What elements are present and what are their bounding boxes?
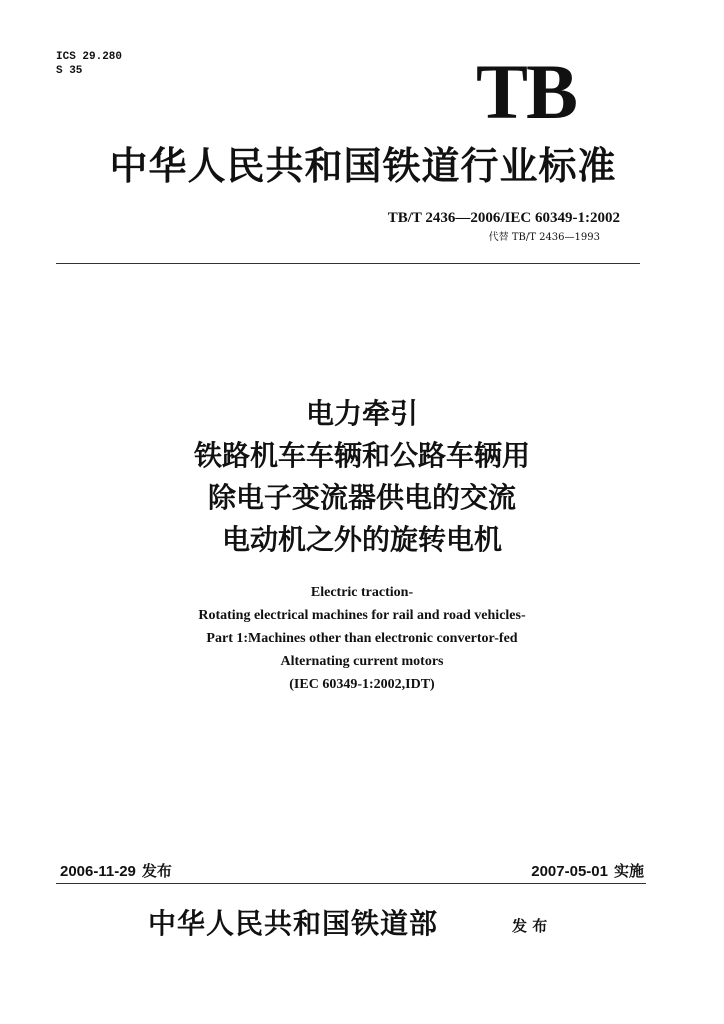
replaces-note: 代替 TB/T 2436—1993 xyxy=(488,232,600,243)
ics-code-block xyxy=(56,50,122,78)
english-title-line: Alternating current motors xyxy=(280,654,444,669)
chinese-title-line: 电力牵引 xyxy=(305,397,418,430)
english-title-line: Rotating electrical machines for rail and road vehicles- xyxy=(198,608,526,623)
english-title-line: (IEC 60349-1:2002,IDT) xyxy=(289,677,435,692)
implement-date-block xyxy=(531,863,644,881)
tb-logo: TB xyxy=(475,48,577,135)
issue-date-block xyxy=(60,863,172,881)
implement-label: 实施 xyxy=(613,863,644,880)
bottom-divider xyxy=(56,883,646,884)
standard-number: TB/T 2436—2006/IEC 60349-1:2002 xyxy=(387,210,620,226)
chinese-title xyxy=(62,393,662,561)
industry-standard-title: 中华人民共和国铁道行业标准 xyxy=(109,143,617,188)
chinese-title-line: 铁路机车车辆和公路车辆用 xyxy=(193,439,530,472)
ministry-name: 中华人民共和国铁道部 xyxy=(148,907,439,940)
english-title-line: Electric traction- xyxy=(310,585,414,600)
top-divider xyxy=(56,263,640,264)
ics-code: ICS 29.280 xyxy=(56,51,123,63)
chinese-title-line: 除电子变流器供电的交流 xyxy=(207,481,516,514)
category-code: S 35 xyxy=(56,65,83,77)
english-title xyxy=(62,581,662,696)
english-title-line: Part 1:Machines other than electronic convertor-fed xyxy=(206,631,518,646)
chinese-title-line: 电动机之外的旋转电机 xyxy=(221,523,502,556)
implement-date: 2007-05-01 xyxy=(531,863,608,880)
issue-label: 发布 xyxy=(141,863,172,880)
issue-date: 2006-11-29 xyxy=(60,863,136,880)
publish-label: 发 布 xyxy=(512,917,548,935)
